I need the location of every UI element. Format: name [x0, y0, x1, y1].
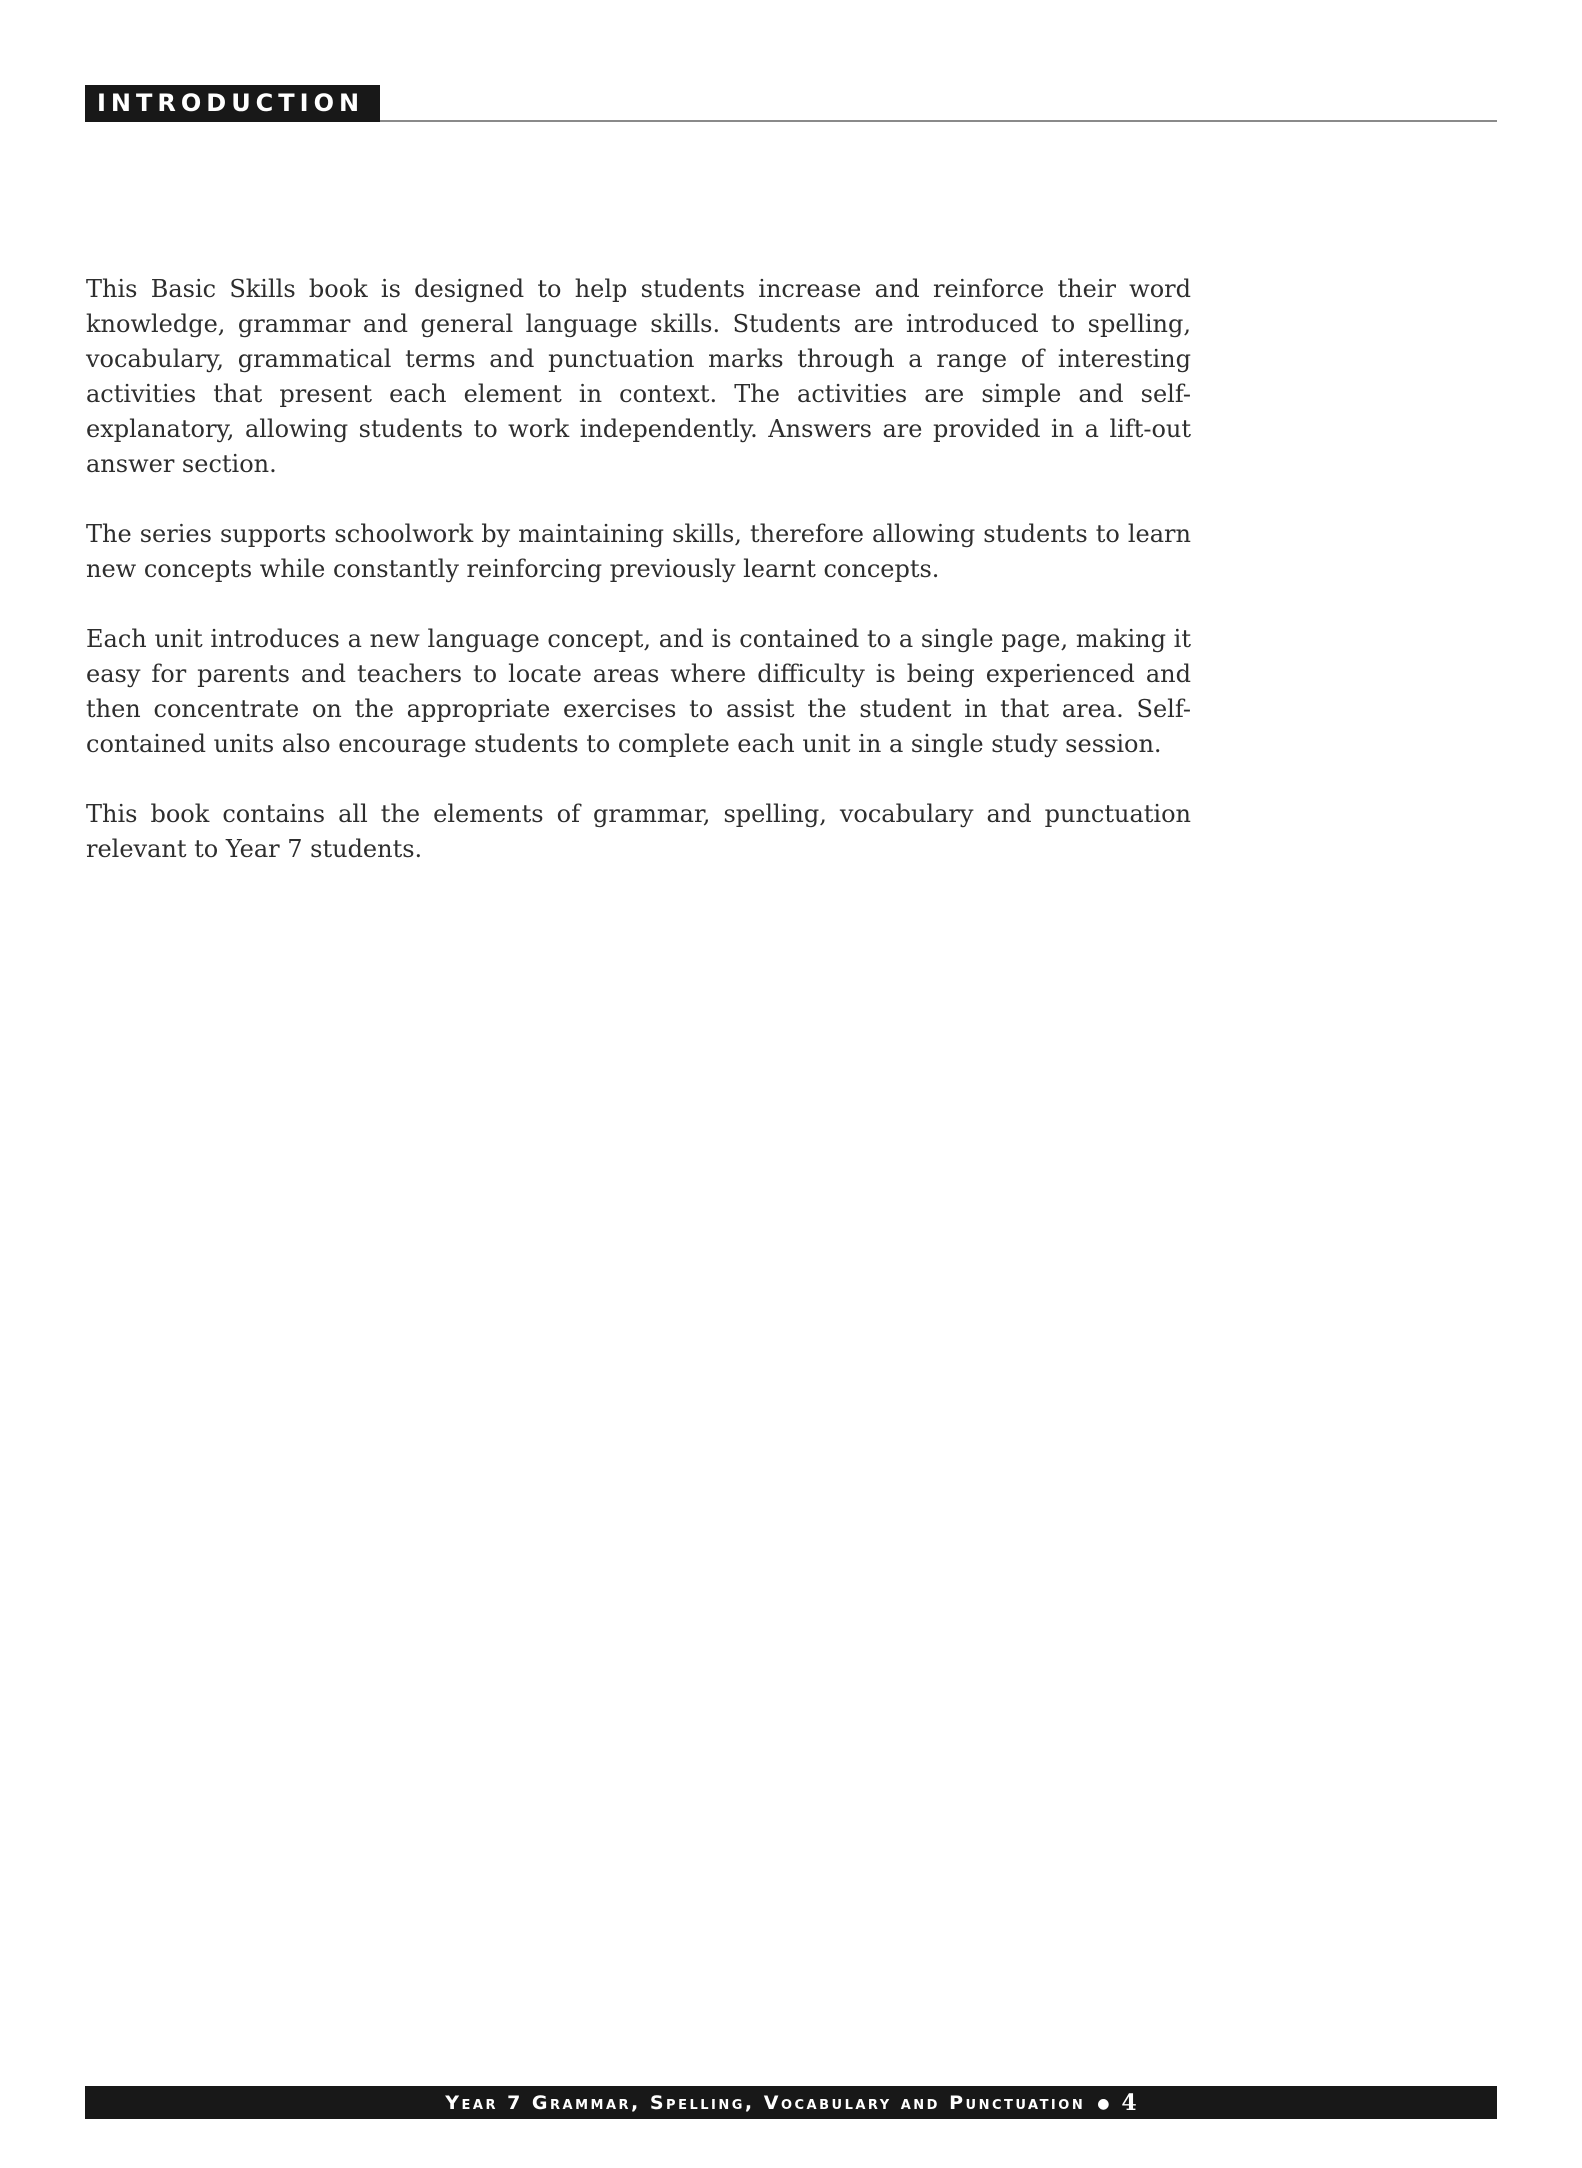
paragraph: Each unit introduces a new language concept, and is contained to a single page, making it easy for parents and teachers to locate areas where difficulty is being experienced and then concentrate on the appropriate exercises to assist the student in that area. Self-contained units also encourage students to complete each unit in a single study session.: [86, 625, 1191, 758]
section-title: INTRODUCTION: [97, 89, 365, 117]
paragraph: This Basic Skills book is designed to help students increase and reinforce their word knowledge, grammar and general language skills. Students are introduced to spelling, vocabulary, grammatical terms and punctuation marks through a range of interesting activities that present each element in context. The activities are simple and self-explanatory, allowing students to work independently. Answers are provided in a lift-out answer section.: [86, 275, 1191, 478]
section-header-bar: [85, 85, 380, 122]
footer-series-title: Year 7 Grammar, Spelling, Vocabulary and Punctuation: [445, 2091, 1086, 2114]
paragraph: This book contains all the elements of grammar, spelling, vocabulary and punctuation relevant to Year 7 students.: [86, 800, 1191, 863]
page-number: 4: [1121, 2089, 1137, 2116]
footer-bullet-icon: ●: [1097, 2095, 1110, 2112]
paragraph: The series supports schoolwork by maintaining skills, therefore allowing students to learn new concepts while constantly reinforcing previously learnt concepts.: [86, 520, 1191, 583]
introduction-text: [86, 272, 1191, 902]
footer-bar: [85, 2086, 1497, 2119]
